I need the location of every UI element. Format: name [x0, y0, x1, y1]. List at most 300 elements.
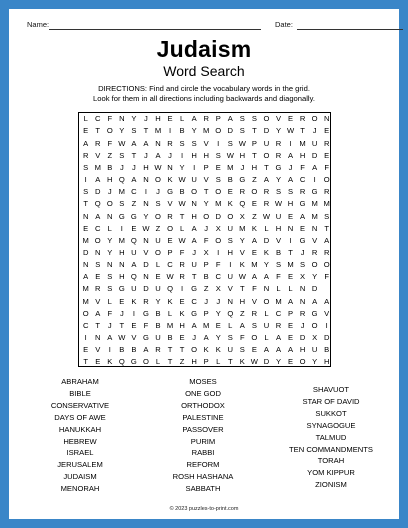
- grid-letter[interactable]: L: [107, 296, 112, 306]
- grid-letter[interactable]: T: [191, 272, 197, 282]
- grid-letter[interactable]: N: [227, 296, 234, 306]
- grid-letter[interactable]: Y: [263, 260, 269, 270]
- grid-letter[interactable]: M: [311, 199, 318, 209]
- grid-letter[interactable]: E: [83, 126, 89, 136]
- grid-letter[interactable]: J: [240, 162, 245, 172]
- grid-letter[interactable]: J: [192, 333, 197, 342]
- grid-letter[interactable]: I: [144, 187, 147, 197]
- grid-letter[interactable]: T: [167, 357, 173, 367]
- grid-letter[interactable]: I: [181, 150, 184, 160]
- grid-letter[interactable]: V: [143, 247, 149, 257]
- grid-letter[interactable]: A: [83, 138, 89, 148]
- grid-letter[interactable]: Z: [203, 284, 209, 294]
- grid-letter[interactable]: T: [227, 357, 233, 367]
- grid-letter[interactable]: R: [275, 150, 282, 160]
- grid-letter[interactable]: Q: [167, 284, 173, 294]
- grid-letter[interactable]: E: [324, 150, 330, 160]
- grid-letter[interactable]: K: [167, 296, 173, 306]
- grid-letter[interactable]: O: [167, 223, 173, 233]
- grid-letter[interactable]: R: [275, 320, 282, 330]
- grid-letter[interactable]: H: [287, 199, 294, 209]
- grid-letter[interactable]: S: [131, 126, 137, 136]
- grid-letter[interactable]: S: [95, 260, 101, 270]
- grid-letter[interactable]: M: [94, 162, 101, 172]
- grid-letter[interactable]: R: [323, 247, 330, 257]
- grid-letter[interactable]: L: [264, 223, 269, 233]
- grid-letter[interactable]: U: [275, 211, 282, 221]
- grid-letter[interactable]: J: [192, 247, 197, 257]
- grid-letter[interactable]: W: [226, 150, 234, 160]
- grid-letter[interactable]: L: [216, 357, 221, 367]
- grid-letter[interactable]: A: [191, 235, 197, 245]
- grid-letter[interactable]: Z: [155, 223, 161, 233]
- grid-letter[interactable]: S: [227, 138, 233, 148]
- grid-letter[interactable]: V: [312, 235, 318, 245]
- grid-letter[interactable]: W: [250, 357, 258, 367]
- grid-letter[interactable]: T: [95, 126, 101, 136]
- grid-letter[interactable]: F: [276, 272, 281, 282]
- grid-letter[interactable]: B: [203, 272, 209, 282]
- grid-letter[interactable]: R: [275, 138, 282, 148]
- grid-letter[interactable]: U: [311, 138, 318, 148]
- grid-letter[interactable]: E: [300, 223, 306, 233]
- grid-letter[interactable]: J: [119, 162, 124, 172]
- grid-letter[interactable]: N: [82, 260, 89, 270]
- grid-letter[interactable]: T: [179, 211, 185, 221]
- grid-letter[interactable]: D: [263, 235, 270, 245]
- grid-letter[interactable]: W: [118, 138, 126, 148]
- grid-letter[interactable]: C: [95, 114, 101, 124]
- grid-letter[interactable]: F: [107, 308, 113, 318]
- grid-letter[interactable]: T: [179, 345, 185, 355]
- grid-letter[interactable]: R: [311, 247, 318, 257]
- grid-letter[interactable]: J: [168, 150, 172, 160]
- grid-letter[interactable]: W: [286, 126, 295, 136]
- grid-letter[interactable]: H: [191, 150, 197, 160]
- grid-letter[interactable]: M: [203, 320, 210, 330]
- grid-letter[interactable]: G: [311, 187, 318, 197]
- grid-letter[interactable]: I: [108, 345, 111, 355]
- grid-letter[interactable]: E: [288, 333, 294, 342]
- grid-letter[interactable]: H: [191, 211, 197, 221]
- grid-letter[interactable]: S: [215, 175, 221, 185]
- grid-letter[interactable]: U: [311, 345, 318, 355]
- grid-letter[interactable]: S: [83, 187, 89, 197]
- grid-letter[interactable]: I: [84, 333, 87, 342]
- grid-letter[interactable]: H: [107, 175, 113, 185]
- grid-letter[interactable]: U: [227, 223, 234, 233]
- grid-letter[interactable]: N: [263, 284, 270, 294]
- grid-letter[interactable]: K: [263, 247, 269, 257]
- grid-letter[interactable]: T: [143, 126, 149, 136]
- grid-letter[interactable]: O: [215, 126, 222, 136]
- grid-letter[interactable]: U: [263, 320, 270, 330]
- grid-letter[interactable]: P: [251, 138, 257, 148]
- grid-letter[interactable]: A: [312, 296, 318, 306]
- grid-letter[interactable]: E: [131, 223, 137, 233]
- grid-letter[interactable]: Y: [275, 126, 282, 136]
- grid-letter[interactable]: G: [142, 308, 149, 318]
- grid-letter[interactable]: E: [95, 272, 101, 282]
- grid-letter[interactable]: I: [132, 308, 135, 318]
- grid-letter[interactable]: K: [167, 175, 173, 185]
- grid-letter[interactable]: O: [142, 357, 149, 367]
- grid-letter[interactable]: H: [299, 345, 306, 355]
- grid-letter[interactable]: Z: [252, 211, 257, 221]
- grid-letter[interactable]: W: [274, 199, 283, 209]
- grid-letter[interactable]: B: [155, 320, 161, 330]
- grid-letter[interactable]: C: [131, 187, 137, 197]
- grid-letter[interactable]: D: [227, 126, 234, 136]
- grid-letter[interactable]: L: [288, 284, 293, 294]
- grid-letter[interactable]: J: [216, 296, 221, 306]
- grid-letter[interactable]: S: [227, 333, 233, 342]
- grid-letter[interactable]: N: [143, 175, 149, 185]
- grid-letter[interactable]: W: [238, 272, 246, 282]
- grid-letter[interactable]: F: [240, 333, 245, 342]
- grid-letter[interactable]: E: [83, 345, 89, 355]
- grid-letter[interactable]: L: [155, 357, 161, 367]
- grid-letter[interactable]: H: [155, 114, 161, 124]
- grid-letter[interactable]: E: [95, 357, 101, 367]
- grid-letter[interactable]: A: [251, 235, 257, 245]
- grid-letter[interactable]: M: [154, 126, 162, 136]
- grid-letter[interactable]: F: [324, 272, 330, 282]
- grid-letter[interactable]: D: [82, 247, 89, 257]
- grid-letter[interactable]: A: [95, 211, 101, 221]
- grid-letter[interactable]: W: [238, 138, 246, 148]
- grid-letter[interactable]: T: [264, 162, 269, 172]
- grid-letter[interactable]: L: [107, 223, 112, 233]
- grid-letter[interactable]: C: [191, 296, 197, 306]
- grid-letter[interactable]: E: [167, 114, 173, 124]
- grid-letter[interactable]: A: [131, 138, 137, 148]
- grid-letter[interactable]: A: [288, 150, 294, 160]
- grid-letter[interactable]: Y: [312, 272, 318, 282]
- grid-letter[interactable]: V: [95, 296, 101, 306]
- grid-letter[interactable]: Y: [191, 126, 197, 136]
- grid-letter[interactable]: S: [227, 235, 233, 245]
- grid-letter[interactable]: Z: [107, 150, 113, 160]
- grid-letter[interactable]: K: [131, 296, 137, 306]
- grid-letter[interactable]: E: [227, 187, 233, 197]
- grid-letter[interactable]: S: [119, 150, 125, 160]
- grid-letter[interactable]: D: [143, 260, 149, 270]
- grid-letter[interactable]: A: [131, 260, 137, 270]
- grid-letter[interactable]: S: [251, 320, 257, 330]
- grid-letter[interactable]: O: [251, 333, 258, 342]
- grid-letter[interactable]: H: [299, 150, 306, 160]
- grid-letter[interactable]: O: [203, 211, 210, 221]
- grid-letter[interactable]: E: [288, 320, 294, 330]
- grid-letter[interactable]: T: [83, 199, 89, 209]
- grid-letter[interactable]: U: [131, 247, 137, 257]
- grid-letter[interactable]: G: [118, 284, 125, 294]
- grid-letter[interactable]: S: [239, 345, 245, 355]
- grid-letter[interactable]: X: [215, 284, 221, 294]
- grid-letter[interactable]: Y: [107, 235, 113, 245]
- grid-letter[interactable]: D: [263, 357, 270, 367]
- grid-letter[interactable]: O: [227, 211, 234, 221]
- grid-letter[interactable]: Q: [239, 199, 246, 209]
- grid-letter[interactable]: T: [300, 126, 305, 136]
- grid-letter[interactable]: I: [217, 247, 220, 257]
- grid-letter[interactable]: M: [82, 235, 89, 245]
- grid-letter[interactable]: O: [311, 260, 318, 270]
- grid-letter[interactable]: G: [275, 162, 282, 172]
- grid-letter[interactable]: W: [178, 199, 186, 209]
- grid-letter[interactable]: Y: [143, 211, 149, 221]
- grid-letter[interactable]: R: [155, 345, 161, 355]
- grid-letter[interactable]: E: [288, 211, 294, 221]
- grid-letter[interactable]: Q: [227, 308, 234, 318]
- grid-letter[interactable]: B: [275, 247, 282, 257]
- grid-letter[interactable]: W: [118, 333, 126, 342]
- grid-letter[interactable]: M: [323, 199, 330, 209]
- grid-letter[interactable]: S: [239, 114, 245, 124]
- grid-letter[interactable]: J: [107, 320, 112, 330]
- grid-letter[interactable]: A: [95, 308, 101, 318]
- grid-letter[interactable]: V: [239, 247, 245, 257]
- grid-letter[interactable]: O: [311, 320, 318, 330]
- grid-letter[interactable]: E: [155, 272, 161, 282]
- grid-letter[interactable]: J: [288, 162, 293, 172]
- grid-letter[interactable]: H: [203, 150, 209, 160]
- grid-letter[interactable]: S: [179, 138, 185, 148]
- grid-letter[interactable]: W: [166, 272, 174, 282]
- grid-letter[interactable]: F: [252, 284, 257, 294]
- grid-letter[interactable]: V: [95, 150, 101, 160]
- grid-letter[interactable]: M: [287, 260, 294, 270]
- grid-letter[interactable]: F: [179, 247, 185, 257]
- grid-letter[interactable]: Z: [131, 199, 137, 209]
- grid-letter[interactable]: T: [252, 150, 257, 160]
- grid-letter[interactable]: V: [275, 114, 282, 124]
- grid-letter[interactable]: I: [325, 320, 328, 330]
- name-field-line[interactable]: [49, 29, 261, 30]
- grid-letter[interactable]: Y: [179, 162, 185, 172]
- grid-letter[interactable]: P: [288, 308, 294, 318]
- grid-letter[interactable]: G: [311, 308, 318, 318]
- grid-letter[interactable]: V: [167, 199, 173, 209]
- grid-letter[interactable]: A: [263, 175, 269, 185]
- grid-letter[interactable]: A: [107, 333, 113, 342]
- grid-letter[interactable]: M: [82, 296, 89, 306]
- grid-letter[interactable]: H: [179, 320, 185, 330]
- grid-letter[interactable]: L: [264, 333, 269, 342]
- grid-letter[interactable]: K: [215, 345, 221, 355]
- grid-letter[interactable]: Z: [240, 308, 245, 318]
- grid-letter[interactable]: E: [324, 126, 330, 136]
- grid-letter[interactable]: H: [275, 223, 282, 233]
- grid-letter[interactable]: U: [131, 284, 137, 294]
- grid-letter[interactable]: I: [193, 162, 196, 172]
- grid-letter[interactable]: R: [203, 114, 209, 124]
- grid-letter[interactable]: Y: [131, 114, 137, 124]
- grid-letter[interactable]: D: [143, 284, 149, 294]
- grid-letter[interactable]: W: [178, 235, 186, 245]
- grid-letter[interactable]: O: [215, 187, 222, 197]
- grid-letter[interactable]: E: [179, 296, 185, 306]
- grid-letter[interactable]: O: [323, 260, 330, 270]
- grid-letter[interactable]: E: [288, 114, 294, 124]
- grid-letter[interactable]: N: [95, 333, 101, 342]
- grid-letter[interactable]: C: [299, 175, 306, 185]
- grid-letter[interactable]: T: [288, 247, 293, 257]
- grid-letter[interactable]: Y: [275, 357, 282, 367]
- grid-letter[interactable]: W: [154, 162, 162, 172]
- grid-letter[interactable]: G: [167, 187, 173, 197]
- grid-letter[interactable]: J: [204, 296, 209, 306]
- grid-letter[interactable]: E: [179, 333, 185, 342]
- grid-letter[interactable]: S: [215, 150, 221, 160]
- grid-letter[interactable]: B: [179, 187, 185, 197]
- grid-letter[interactable]: S: [275, 187, 282, 197]
- grid-letter[interactable]: K: [107, 357, 113, 367]
- grid-letter[interactable]: J: [300, 247, 305, 257]
- grid-letter[interactable]: A: [155, 150, 161, 160]
- grid-letter[interactable]: N: [143, 272, 149, 282]
- grid-letter[interactable]: D: [215, 211, 221, 221]
- grid-letter[interactable]: M: [215, 199, 222, 209]
- grid-letter[interactable]: K: [227, 199, 233, 209]
- grid-letter[interactable]: E: [251, 345, 257, 355]
- grid-letter[interactable]: P: [203, 308, 209, 318]
- grid-letter[interactable]: G: [191, 284, 198, 294]
- grid-letter[interactable]: A: [275, 345, 282, 355]
- grid-letter[interactable]: Y: [312, 357, 318, 367]
- grid-letter[interactable]: S: [288, 187, 294, 197]
- grid-letter[interactable]: R: [299, 187, 306, 197]
- grid-letter[interactable]: A: [288, 296, 294, 306]
- grid-letter[interactable]: V: [227, 284, 233, 294]
- grid-letter[interactable]: E: [288, 272, 294, 282]
- grid-letter[interactable]: S: [119, 199, 125, 209]
- grid-letter[interactable]: A: [143, 138, 149, 148]
- grid-letter[interactable]: U: [263, 138, 270, 148]
- grid-letter[interactable]: C: [82, 320, 89, 330]
- grid-letter[interactable]: Q: [118, 175, 125, 185]
- grid-letter[interactable]: W: [142, 223, 150, 233]
- grid-letter[interactable]: A: [275, 333, 282, 342]
- grid-letter[interactable]: T: [203, 187, 209, 197]
- grid-letter[interactable]: T: [131, 150, 137, 160]
- grid-letter[interactable]: N: [191, 199, 197, 209]
- grid-letter[interactable]: S: [275, 260, 282, 270]
- grid-letter[interactable]: Q: [130, 235, 137, 245]
- grid-letter[interactable]: S: [324, 211, 330, 221]
- grid-letter[interactable]: R: [167, 138, 173, 148]
- grid-letter[interactable]: G: [130, 211, 137, 221]
- grid-letter[interactable]: B: [324, 345, 330, 355]
- grid-letter[interactable]: O: [82, 308, 89, 318]
- grid-letter[interactable]: M: [275, 296, 282, 306]
- grid-letter[interactable]: N: [143, 235, 149, 245]
- grid-letter[interactable]: C: [95, 223, 101, 233]
- grid-letter[interactable]: O: [323, 175, 330, 185]
- grid-letter[interactable]: O: [106, 126, 113, 136]
- grid-letter[interactable]: O: [191, 187, 198, 197]
- grid-letter[interactable]: A: [191, 320, 197, 330]
- grid-letter[interactable]: O: [106, 199, 113, 209]
- grid-letter[interactable]: Y: [119, 126, 125, 136]
- grid-letter[interactable]: P: [215, 114, 221, 124]
- grid-letter[interactable]: N: [167, 162, 173, 172]
- grid-letter[interactable]: T: [252, 126, 257, 136]
- grid-letter[interactable]: L: [264, 308, 269, 318]
- grid-letter[interactable]: P: [203, 357, 209, 367]
- grid-letter[interactable]: J: [156, 187, 160, 197]
- grid-letter[interactable]: O: [263, 150, 270, 160]
- grid-letter[interactable]: L: [179, 114, 185, 124]
- grid-letter[interactable]: A: [263, 272, 269, 282]
- grid-letter[interactable]: I: [289, 138, 292, 148]
- grid-letter[interactable]: J: [131, 162, 136, 172]
- grid-letter[interactable]: E: [83, 223, 89, 233]
- grid-letter[interactable]: C: [167, 260, 173, 270]
- grid-letter[interactable]: N: [299, 284, 306, 294]
- grid-letter[interactable]: I: [168, 126, 172, 136]
- grid-letter[interactable]: S: [191, 138, 197, 148]
- grid-letter[interactable]: A: [324, 296, 330, 306]
- grid-letter[interactable]: V: [95, 345, 101, 355]
- grid-letter[interactable]: T: [240, 284, 245, 294]
- grid-letter[interactable]: R: [82, 150, 89, 160]
- grid-letter[interactable]: F: [324, 162, 330, 172]
- grid-letter[interactable]: K: [251, 223, 257, 233]
- grid-letter[interactable]: O: [251, 187, 258, 197]
- grid-letter[interactable]: E: [119, 296, 125, 306]
- grid-letter[interactable]: I: [313, 175, 316, 185]
- grid-letter[interactable]: B: [227, 175, 233, 185]
- grid-letter[interactable]: N: [95, 247, 101, 257]
- grid-letter[interactable]: N: [107, 211, 113, 221]
- grid-letter[interactable]: C: [215, 272, 221, 282]
- grid-letter[interactable]: R: [239, 187, 246, 197]
- grid-letter[interactable]: F: [107, 138, 113, 148]
- grid-letter[interactable]: H: [143, 162, 149, 172]
- grid-letter[interactable]: A: [288, 345, 294, 355]
- grid-letter[interactable]: G: [299, 235, 306, 245]
- grid-letter[interactable]: Y: [239, 235, 245, 245]
- grid-letter[interactable]: R: [179, 260, 185, 270]
- date-field-line[interactable]: [297, 29, 403, 30]
- grid-letter[interactable]: A: [143, 345, 149, 355]
- grid-letter[interactable]: B: [179, 126, 185, 136]
- grid-letter[interactable]: E: [131, 320, 137, 330]
- grid-letter[interactable]: Z: [179, 357, 185, 367]
- grid-letter[interactable]: I: [120, 223, 123, 233]
- grid-letter[interactable]: P: [167, 247, 173, 257]
- grid-letter[interactable]: G: [239, 175, 246, 185]
- grid-letter[interactable]: J: [119, 308, 124, 318]
- grid-letter[interactable]: M: [299, 138, 306, 148]
- grid-letter[interactable]: B: [107, 162, 113, 172]
- grid-letter[interactable]: Y: [215, 308, 221, 318]
- grid-letter[interactable]: N: [155, 138, 161, 148]
- grid-letter[interactable]: N: [107, 260, 113, 270]
- grid-letter[interactable]: O: [155, 247, 161, 257]
- grid-letter[interactable]: M: [82, 284, 89, 294]
- grid-letter[interactable]: R: [323, 138, 330, 148]
- grid-letter[interactable]: O: [215, 235, 222, 245]
- grid-letter[interactable]: H: [251, 162, 258, 172]
- grid-letter[interactable]: U: [191, 260, 197, 270]
- grid-letter[interactable]: M: [239, 223, 246, 233]
- grid-letter[interactable]: I: [217, 138, 220, 148]
- grid-letter[interactable]: M: [118, 235, 125, 245]
- grid-letter[interactable]: H: [119, 272, 125, 282]
